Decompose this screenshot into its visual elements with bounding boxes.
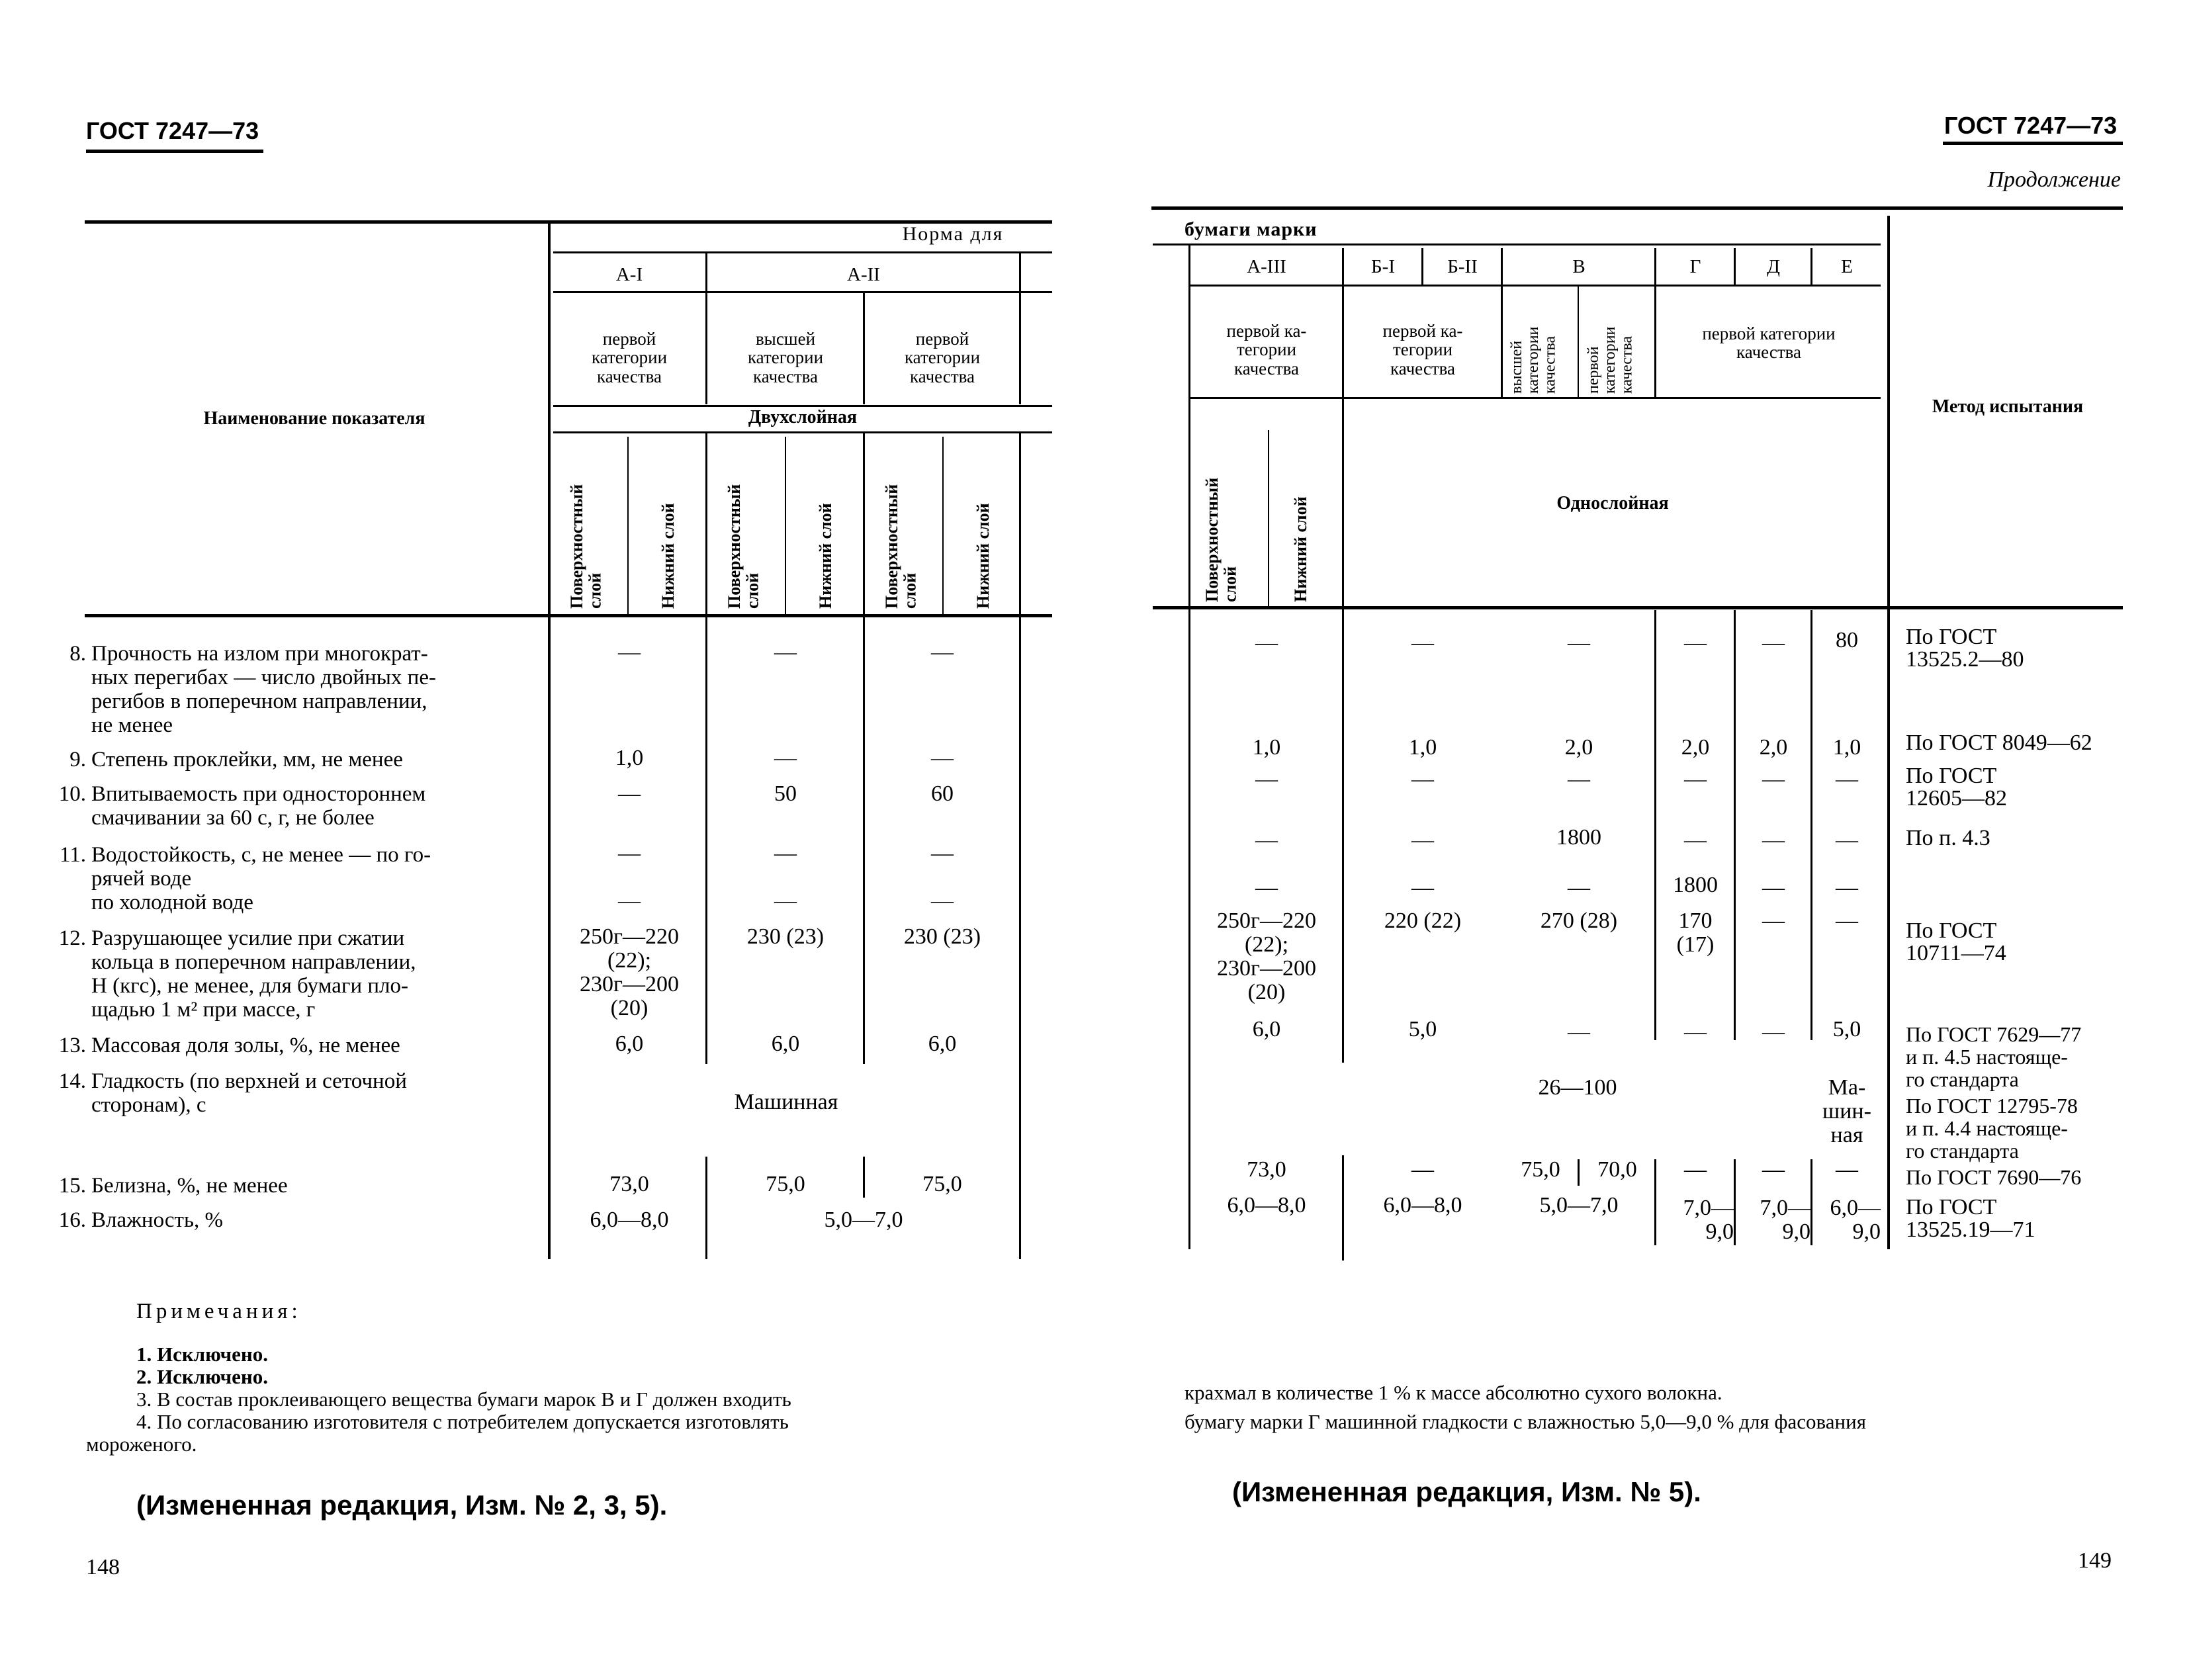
cell: — — [931, 889, 954, 913]
left-page-number: 148 — [86, 1555, 120, 1579]
method-cell: По ГОСТ 12795-78 и п. 4.4 настояще- го стандарта — [1906, 1094, 2078, 1163]
row-label: Влажность, % — [91, 1208, 224, 1232]
rule — [1734, 248, 1736, 285]
grade-b1: Б-I — [1371, 256, 1395, 277]
cell: — — [1684, 1157, 1707, 1182]
cell: — — [618, 640, 641, 664]
method-cell: По ГОСТ 13525.19—71 — [1906, 1195, 2035, 1242]
layer-bottom: Нижний слой — [1291, 496, 1310, 602]
row-label: Гладкость (по верхней и сеточной сторонам), с — [91, 1069, 407, 1117]
cell: 80 — [1836, 628, 1858, 652]
cell: 1800 — [1556, 825, 1601, 850]
note-1: 1. Исключено. — [136, 1343, 268, 1366]
grade-b2: Б-II — [1447, 256, 1478, 277]
category-highest: высшей категории качества — [747, 329, 824, 386]
rule — [627, 437, 629, 614]
cell: 6,0 — [771, 1032, 800, 1056]
layer-surface: Поверхностный слой — [725, 484, 762, 609]
cell: 50 — [774, 781, 797, 806]
cell: — — [1411, 767, 1434, 791]
method-cell: По ГОСТ 8049—62 — [1906, 730, 2092, 755]
cell: — — [1684, 631, 1707, 655]
cell-merged: 5,0—7,0 — [824, 1208, 903, 1232]
note-3-continuation: крахмал в количестве 1 % к массе абсолютно сухого волокна. — [1184, 1381, 1722, 1404]
cell: 7,0— 9,0 — [1760, 1196, 1810, 1244]
layer-surface: Поверхностный слой — [1202, 477, 1240, 602]
row-number: 8. — [69, 642, 86, 666]
cell: 6,0—8,0 — [590, 1208, 669, 1232]
row-number: 9. — [69, 748, 86, 772]
rule — [1188, 285, 1881, 287]
category-v-highest: высшей категории качества — [1508, 326, 1559, 394]
cell: 70,0 — [1597, 1157, 1637, 1182]
cell: — — [618, 841, 641, 865]
cell: — — [618, 889, 641, 913]
cell: 5,0 — [1832, 1017, 1861, 1041]
right-header-underline — [1943, 142, 2123, 145]
single-layer-label: Однослойная — [1556, 493, 1669, 513]
note-4-continuation: мороженого. — [86, 1433, 197, 1456]
category-first: первой категории качества — [591, 329, 668, 386]
cell: 75,0 — [1521, 1157, 1560, 1182]
cell: — — [1411, 631, 1434, 655]
cell-merged: 26—100 — [1538, 1075, 1617, 1100]
method-cell: По п. 4.3 — [1906, 826, 1990, 850]
row-label: Степень проклейки, мм, не менее — [91, 748, 403, 772]
cell: — — [774, 841, 797, 865]
rule — [1019, 253, 1021, 404]
rule — [1188, 397, 1881, 399]
cell: — — [1836, 908, 1858, 933]
cell: 270 (28) — [1540, 908, 1618, 933]
grade-a1: А-I — [615, 264, 643, 285]
cell: — — [1762, 1020, 1785, 1044]
cell: — — [1411, 875, 1434, 900]
layer-bottom: Нижний слой — [816, 503, 835, 609]
row-label: Белизна, %, не менее — [91, 1174, 288, 1198]
row-14 — [46, 1069, 596, 1122]
cell: — — [1255, 875, 1278, 900]
rule — [1578, 286, 1579, 397]
cell: 60 — [931, 781, 954, 806]
cell: 7,0— 9,0 — [1683, 1196, 1734, 1244]
rule — [1810, 1159, 1812, 1245]
rule — [1501, 248, 1503, 397]
cell: 1,0 — [1832, 735, 1861, 760]
rule — [785, 437, 786, 614]
grade-a3: А-III — [1247, 256, 1286, 277]
rule — [1810, 610, 1812, 1040]
cell: 6,0—8,0 — [1227, 1193, 1306, 1217]
layer-bottom: Нижний слой — [658, 503, 678, 609]
cell: 6,0 — [928, 1032, 957, 1056]
two-layer-label: Двухслойная — [748, 407, 858, 427]
rule — [553, 251, 1052, 253]
rule — [553, 431, 1052, 433]
row-number: 15. — [58, 1174, 86, 1198]
row-11-cold — [46, 891, 596, 917]
method-cell: По ГОСТ 13525.2—80 — [1906, 625, 2024, 672]
cell: 75,0 — [922, 1172, 962, 1196]
method-cell: По ГОСТ 10711—74 — [1906, 918, 2006, 965]
paper-grade-label: бумаги марки — [1184, 218, 1318, 240]
method-header: Метод испытания — [1932, 396, 2084, 417]
right-header: ГОСТ 7247—73 — [1944, 112, 2118, 139]
cell: — — [774, 640, 797, 664]
category-first-2: первой категории качества — [904, 329, 981, 386]
cell: 6,0 — [615, 1032, 644, 1056]
cell: 6,0—8,0 — [1383, 1193, 1462, 1217]
grade-d: Д — [1767, 256, 1780, 277]
cell: — — [1255, 767, 1278, 791]
cell: Ма- шин- ная — [1822, 1075, 1871, 1147]
method-cell: По ГОСТ 12605—82 — [1906, 764, 2007, 811]
category-v-first: первой категории качества — [1585, 326, 1636, 394]
notes-title: Примечания: — [136, 1300, 302, 1323]
cell: 6,0 — [1252, 1017, 1281, 1041]
grade-g: Г — [1689, 256, 1701, 277]
note-3: 3. В состав проклеивающего вещества бумаги марок В и Г должен входить — [136, 1388, 791, 1411]
row-number: 12. — [58, 926, 86, 950]
cell: 6,0— 9,0 — [1830, 1196, 1881, 1244]
cell: 250г—220 (22); 230г—200 (20) — [1217, 908, 1316, 1004]
row-label: Водостойкость, с, не менее — по го- рячей воде — [91, 843, 431, 891]
method-cell: По ГОСТ 7690—76 — [1906, 1165, 2082, 1189]
cell: — — [931, 841, 954, 865]
note-4: 4. По согласованию изготовителя с потребителем допускается изготовлять — [136, 1410, 789, 1433]
cell: 75,0 — [766, 1172, 805, 1196]
rule — [85, 614, 1052, 617]
cell: 5,0 — [1408, 1017, 1437, 1041]
row-number: 13. — [58, 1034, 86, 1057]
cell: — — [1762, 631, 1785, 655]
row-16 — [46, 1208, 596, 1235]
grade-a2: А-II — [847, 264, 880, 285]
left-header-underline — [86, 150, 263, 153]
cell: — — [618, 781, 641, 806]
rule — [1268, 430, 1269, 607]
cell: 1800 — [1673, 873, 1718, 897]
row-11 — [46, 843, 596, 896]
cell: — — [1684, 1020, 1707, 1044]
row-12 — [46, 926, 596, 1026]
cell: — — [1684, 828, 1707, 852]
cell: — — [1762, 1157, 1785, 1182]
grade-v: В — [1572, 256, 1586, 277]
cell: — — [1568, 631, 1590, 655]
cell: — — [931, 746, 954, 770]
row-10 — [46, 782, 596, 835]
layer-surface: Поверхностный слой — [882, 484, 920, 609]
cell: — — [774, 889, 797, 913]
left-revision: (Измененная редакция, Изм. № 2, 3, 5). — [136, 1489, 668, 1521]
row-13 — [46, 1034, 596, 1060]
cell: 73,0 — [609, 1172, 649, 1196]
row-number: 11. — [59, 843, 86, 867]
row-label: Впитываемость при одностороннем смачивании за 60 с, г, не более — [91, 782, 426, 830]
layer-bottom: Нижний слой — [973, 503, 993, 609]
rule — [1654, 610, 1656, 1040]
right-page-number: 149 — [2078, 1548, 2112, 1573]
rule — [1188, 245, 1190, 1249]
rule — [1734, 610, 1736, 1040]
category-first-b: первой ка- тегории качества — [1382, 321, 1463, 378]
cell: — — [1568, 875, 1590, 900]
rule — [1887, 216, 1890, 1249]
rule — [1578, 1159, 1580, 1186]
left-header: ГОСТ 7247—73 — [86, 117, 259, 144]
method-cell: По ГОСТ 7629—77 и п. 4.5 настояще- го стандарта — [1906, 1022, 2082, 1091]
cell: — — [1762, 767, 1785, 791]
note-4-continuation-right: бумагу марки Г машинной гладкости с влажностью 5,0—9,0 % для фасования — [1184, 1410, 1866, 1433]
cell: — — [1836, 767, 1858, 791]
rule — [1810, 248, 1812, 285]
rule — [553, 291, 1052, 293]
note-2: 2. Исключено. — [136, 1365, 268, 1388]
category-first-gde: первой категории качества — [1702, 324, 1836, 363]
rule — [1654, 1159, 1656, 1245]
cell: — — [774, 746, 797, 770]
rule — [1153, 243, 1881, 245]
row-9 — [46, 748, 596, 774]
right-revision: (Измененная редакция, Изм. № 5). — [1232, 1476, 1701, 1507]
row-number: 14. — [58, 1069, 86, 1093]
row-number: 16. — [58, 1208, 86, 1232]
cell: — — [1762, 908, 1785, 933]
cell-merged: Машинная — [734, 1090, 838, 1114]
cell: — — [1411, 828, 1434, 852]
rule — [1151, 206, 2123, 210]
row-label: по холодной воде — [91, 891, 253, 914]
rule — [942, 437, 944, 614]
rule — [705, 253, 707, 404]
cell: — — [931, 640, 954, 664]
cell: — — [1255, 631, 1278, 655]
cell: 5,0—7,0 — [1539, 1193, 1619, 1217]
rule — [1654, 248, 1656, 397]
rule — [863, 293, 865, 404]
cell: 250г—220 (22); 230г—200 (20) — [580, 924, 679, 1020]
cell: 230 (23) — [746, 924, 825, 949]
row-8 — [46, 642, 596, 741]
rule-mask — [1342, 1063, 1344, 1155]
category-first-a3: первой ка- тегории качества — [1226, 321, 1307, 378]
cell: 2,0 — [1681, 735, 1710, 760]
cell: — — [1762, 875, 1785, 900]
row-label: Прочность на излом при многократ- ных перегибах — число двойных пе- регибов в поперечном направлении, не менее — [91, 642, 436, 737]
cell: — — [1568, 767, 1590, 791]
cell: — — [1836, 875, 1858, 900]
row-15 — [46, 1174, 596, 1200]
rule — [1153, 606, 2123, 609]
cell: — — [1684, 767, 1707, 791]
rule — [1019, 433, 1021, 1259]
cell: — — [1411, 1157, 1434, 1182]
cell: 1,0 — [1252, 735, 1281, 760]
column-header-indicator: Наименование показателя — [203, 408, 425, 429]
cell: 1,0 — [615, 746, 644, 770]
row-number: 10. — [58, 782, 86, 806]
rule — [1734, 1159, 1736, 1245]
continuation-label: Продолжение — [1987, 167, 2121, 192]
cell: — — [1836, 1157, 1858, 1182]
rule — [1421, 248, 1423, 285]
row-label: Разрушающее усилие при сжатии кольца в поперечном направлении, Н (кгс), не менее, для бумаги пло- щадью 1 м² при массе, г — [91, 926, 416, 1022]
cell: 220 (22) — [1384, 908, 1462, 933]
cell: 170 (17) — [1676, 908, 1715, 957]
cell: 73,0 — [1247, 1157, 1286, 1182]
cell: 2,0 — [1759, 735, 1788, 760]
layer-surface: Поверхностный слой — [567, 484, 605, 609]
row-label: Массовая доля золы, %, не менее — [91, 1034, 400, 1057]
cell: 1,0 — [1408, 735, 1437, 760]
grade-e: Е — [1841, 256, 1853, 277]
cell: — — [1836, 828, 1858, 852]
cell: 230 (23) — [903, 924, 981, 949]
cell: — — [1568, 1020, 1590, 1044]
cell: — — [1762, 828, 1785, 852]
cell: — — [1255, 828, 1278, 852]
cell: 2,0 — [1564, 735, 1593, 760]
norm-for-label: Норма для — [902, 223, 1004, 245]
